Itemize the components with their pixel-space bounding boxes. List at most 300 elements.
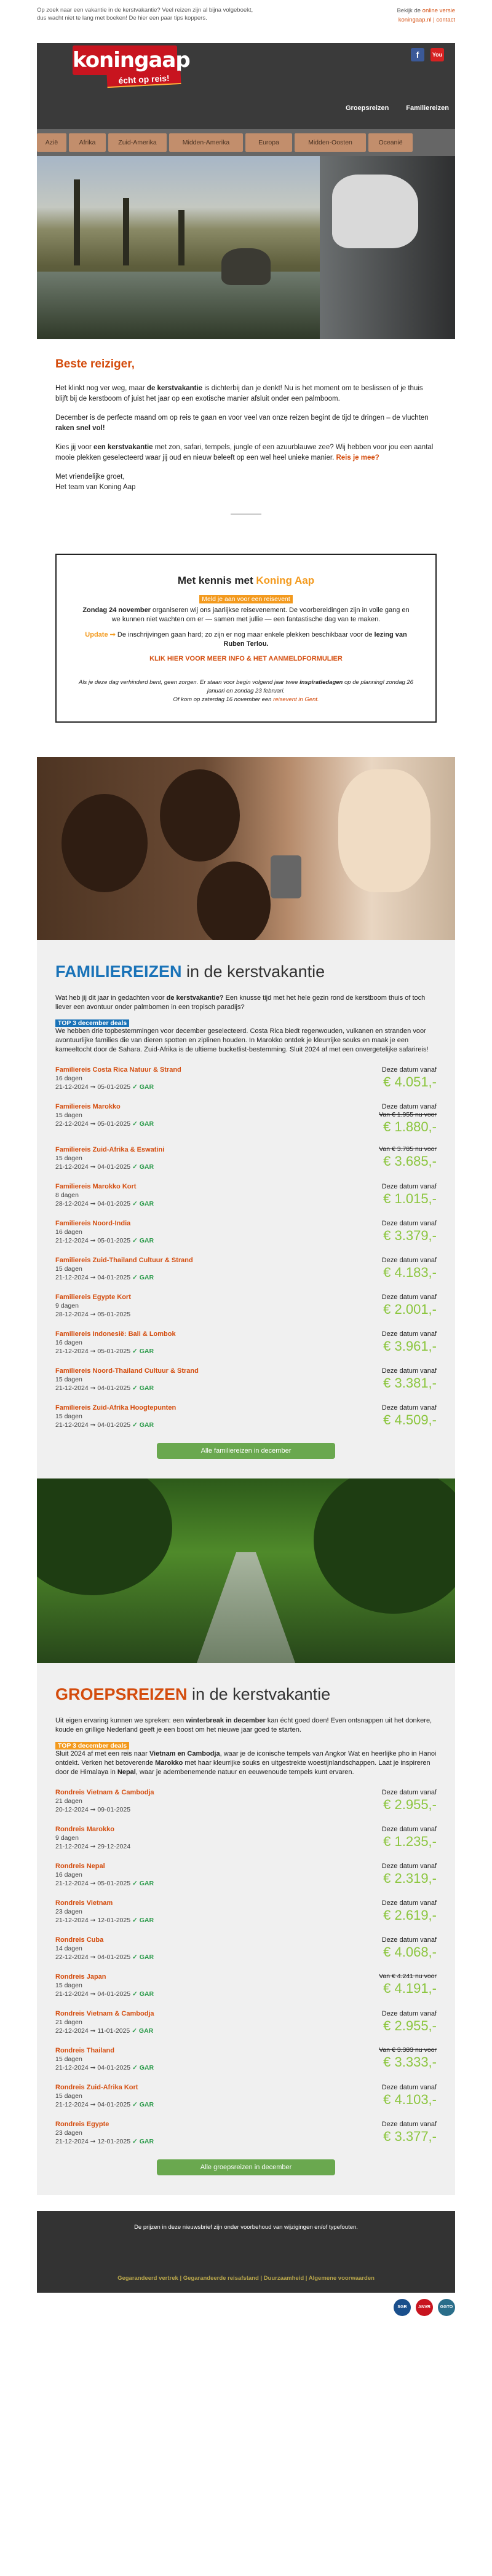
trip-days: 21 dagen: [55, 1797, 82, 1805]
trip-title[interactable]: Rondreis Egypte: [55, 2121, 109, 2128]
trip-info: [55, 2120, 154, 2146]
trip-dates: 21-12-2024 ➞ 04-01-2025: [55, 1990, 131, 1998]
trip-dates: 21-12-2024 ➞ 04-01-2025: [55, 1421, 131, 1429]
text: De inschrijvingen gaan hard; zo zijn er nog maar enkele plekken beschikbaar voor de: [115, 631, 375, 638]
family-deals-badge: TOP 3 december deals: [55, 1019, 129, 1027]
trip-guarantee: ✓ GAR: [132, 1348, 154, 1355]
ggto-badge-icon[interactable]: GGTO: [438, 2299, 455, 2316]
trip-row[interactable]: [55, 1367, 437, 1392]
text: Een knusse tijd met het hele gezin rond de kerstboom thuis of toch liever een avontuur onder palmbomen in een tropisch paradijs?: [55, 994, 426, 1011]
phone-shape: [271, 855, 301, 898]
group-trip-list: [55, 1788, 437, 2146]
trip-row[interactable]: [55, 2120, 437, 2146]
trip-dates: 21-12-2024 ➞ 12-01-2025: [55, 1917, 131, 1924]
trip-dates-line: [55, 2100, 154, 2109]
trip-row[interactable]: [55, 1102, 437, 1134]
trip-dates-line: [55, 1805, 154, 1814]
trip-dates: 21-12-2024 ➞ 12-01-2025: [55, 2138, 131, 2145]
trip-pricing: [382, 2083, 437, 2109]
trip-row[interactable]: [55, 1066, 437, 1091]
social-icons: [411, 48, 444, 61]
text: Uit eigen ervaring kunnen we spreken: een: [55, 1717, 186, 1724]
trip-pricing: [379, 1973, 437, 1998]
trip-price-label: Deze datum vanaf: [381, 1826, 437, 1833]
nav-midden-oosten[interactable]: Midden-Oosten: [295, 133, 366, 152]
bold-text: Vietnam en Cambodja: [149, 1750, 220, 1757]
trip-dates-line: [55, 1120, 154, 1128]
trip-dates-line: [55, 2064, 154, 2072]
trip-row[interactable]: [55, 1182, 437, 1208]
trip-price: € 1.015,-: [383, 1191, 437, 1206]
trip-info: [55, 1862, 154, 1888]
elephant-shape: [221, 248, 271, 285]
trip-info: [55, 1404, 176, 1429]
trip-dates: 21-12-2024 ➞ 04-01-2025: [55, 2064, 131, 2071]
trip-dates-line: [55, 1200, 154, 1208]
trip-guarantee: ✓ GAR: [132, 1954, 154, 1961]
logo-tagline: écht op reis!: [107, 71, 181, 88]
trip-dates: 21-12-2024 ➞ 04-01-2025: [55, 2101, 131, 2108]
trip-guarantee: ✓ GAR: [132, 1083, 154, 1091]
anvr-badge-icon[interactable]: ANVR: [416, 2299, 433, 2316]
bold-text: raken snel vol!: [55, 425, 105, 432]
trip-days: 15 dagen: [55, 1982, 82, 1989]
text: Met kennis met: [177, 575, 256, 586]
trip-row[interactable]: [55, 1899, 437, 1925]
email-body: [37, 43, 455, 2293]
trip-dates-line: [55, 1916, 154, 1925]
trip-dates: 21-12-2024 ➞ 04-01-2025: [55, 1274, 131, 1281]
trip-days: 23 dagen: [55, 1908, 82, 1915]
title-rest: in de kerstvakantie: [181, 962, 325, 981]
bold-text: lezing van Ruben Terlou.: [223, 631, 407, 648]
trip-info: [55, 1973, 154, 1998]
family-title: [55, 962, 437, 981]
all-family-trips-button[interactable]: Alle familiereizen in december: [157, 1443, 335, 1459]
preheader-text: Op zoek naar een vakantie in de kerstvakantie? Veel reizen zijn al bijna volgeboekt, dus wacht niet te lang met boeken! De hier een paar tips koppers.: [37, 7, 253, 22]
trip-dates-line: [55, 1384, 199, 1392]
trip-row[interactable]: [55, 1145, 437, 1171]
text: is dichterbij dan je denkt! Nu is het moment om te beslissen of je thuis blijft bij de kerstboom of juist het jaar op een exotische manier afsluit onder een palmboom.: [55, 385, 423, 402]
event-small-print: [79, 678, 413, 704]
text: kan écht goed doen! Even ontsnappen uit het donkere, koude en grillige Nederland geeft je een boost om het nieuwe jaar goed te starten.: [55, 1717, 432, 1734]
trip-guarantee: ✓ GAR: [132, 1237, 154, 1244]
text: Het klinkt nog ver weg, maar: [55, 385, 147, 392]
nav-azie[interactable]: Azië: [37, 133, 66, 152]
trip-price-label: Deze datum vanaf: [381, 1330, 437, 1338]
trip-row[interactable]: [55, 1219, 437, 1245]
trip-old-price: Van € 1.955 nu voor: [379, 1111, 437, 1118]
trip-title[interactable]: Rondreis Cuba: [55, 1936, 104, 1944]
trip-title[interactable]: Familiereis Indonesië: Bali & Lombok: [55, 1330, 176, 1338]
browser-text: Bekijk de: [397, 7, 423, 14]
preheader-bar: [37, 0, 455, 43]
trip-pricing: [379, 2046, 437, 2072]
trip-info: [55, 2009, 154, 2035]
trip-info: [55, 1256, 193, 1282]
event-signup-link[interactable]: KLIK HIER VOOR MEER INFO & HET AANMELDFORMULIER: [149, 655, 343, 662]
trip-price-label: Deze datum vanaf: [381, 2084, 437, 2091]
trip-price-label: Deze datum vanaf: [381, 1220, 437, 1227]
event-box: [55, 554, 437, 723]
trip-title[interactable]: Rondreis Thailand: [55, 2047, 114, 2054]
text: December is de perfecte maand om op reis te gaan en voor veel van onze reizen begint de tijd te dringen – de vluchten: [55, 414, 429, 422]
trip-days: 16 dagen: [55, 1228, 82, 1236]
title-highlight: FAMILIEREIZEN: [55, 962, 182, 981]
preheader-right: [397, 6, 455, 43]
all-group-trips-button[interactable]: Alle groepsreizen in december: [157, 2159, 335, 2175]
footer: [37, 2211, 455, 2293]
child-face-shape: [62, 794, 148, 892]
trip-row[interactable]: [55, 1293, 437, 1319]
trip-price-label: Deze datum vanaf: [381, 1863, 437, 1870]
trip-price-label: Deze datum vanaf: [381, 1066, 437, 1074]
event-paragraph-1: [79, 606, 413, 624]
trip-guarantee: ✓ GAR: [132, 2064, 154, 2071]
header-link-familiereizen[interactable]: Familiereizen: [406, 104, 449, 112]
foliage-shape: [314, 1478, 455, 1614]
trip-days: 8 dagen: [55, 1192, 79, 1199]
title-highlight: GROEPSREIZEN: [55, 1685, 188, 1703]
trip-title[interactable]: Rondreis Vietnam & Cambodja: [55, 2010, 154, 2017]
header-links: [346, 104, 449, 112]
membership-badges: [37, 2293, 455, 2323]
trip-days: 14 dagen: [55, 1945, 82, 1952]
trip-guarantee: ✓ GAR: [132, 1384, 154, 1392]
trip-price: € 4.191,-: [383, 1981, 437, 1996]
trip-guarantee: ✓ GAR: [132, 1163, 154, 1171]
nav-afrika[interactable]: Afrika: [69, 133, 106, 152]
intro-section: [55, 339, 437, 493]
trip-dates-line: [55, 2137, 154, 2146]
trip-title[interactable]: Familiereis Zuid-Afrika Hoogtepunten: [55, 1404, 177, 1412]
trip-days: 23 dagen: [55, 2129, 82, 2137]
trip-price-label: Deze datum vanaf: [381, 1404, 437, 1412]
trip-days: 15 dagen: [55, 1155, 82, 1162]
trip-price: € 4.183,-: [383, 1265, 437, 1280]
text: Als je deze dag verhinderd bent, geen zorgen. Er staan voor begin volgend jaar twee: [79, 679, 300, 686]
trip-days: 16 dagen: [55, 1075, 82, 1082]
online-version-link[interactable]: online versie: [422, 7, 455, 14]
trip-price: € 3.685,-: [383, 1153, 437, 1169]
trip-row[interactable]: [55, 1862, 437, 1888]
group-title: [55, 1685, 437, 1704]
trip-guarantee: ✓ GAR: [132, 1990, 154, 1998]
trip-guarantee: ✓ GAR: [132, 2027, 154, 2035]
trip-info: [55, 1936, 154, 1961]
trip-pricing: [382, 2120, 437, 2146]
trip-dates: 21-12-2024 ➞ 04-01-2025: [55, 1384, 131, 1392]
trip-dates: 21-12-2024 ➞ 05-01-2025: [55, 1237, 131, 1244]
trip-pricing: [382, 1367, 437, 1392]
bold-text: winterbreak in december: [186, 1717, 266, 1724]
trip-dates-line: [55, 1879, 154, 1888]
trip-title[interactable]: Familiereis Zuid-Thailand Cultuur & Strand: [55, 1257, 193, 1264]
trip-row[interactable]: [55, 1973, 437, 1998]
trip-row[interactable]: [55, 2083, 437, 2109]
trip-price-label: Deze datum vanaf: [381, 1899, 437, 1907]
trip-days: 15 dagen: [55, 2092, 82, 2100]
sgr-badge-icon[interactable]: SGR: [394, 2299, 411, 2316]
trip-price-label: Deze datum vanaf: [381, 1367, 437, 1375]
trip-price-label: Deze datum vanaf: [381, 2010, 437, 2017]
trip-pricing: [382, 1256, 437, 1282]
tree-shape: [123, 198, 129, 265]
trip-pricing: [382, 2009, 437, 2035]
youtube-icon[interactable]: You: [430, 48, 444, 61]
greeting: Beste reiziger,: [55, 358, 135, 371]
foliage-shape: [37, 1478, 172, 1595]
hero-image-jungle-bridge[interactable]: [37, 1478, 455, 1663]
nav-midden-amerika[interactable]: Midden-Amerika: [169, 133, 243, 152]
trip-info: [55, 2083, 154, 2109]
child-face-shape: [197, 862, 271, 940]
trip-dates-line: [55, 1310, 131, 1319]
trip-guarantee: ✓ GAR: [132, 1421, 154, 1429]
nav-zuid-amerika[interactable]: Zuid-Amerika: [108, 133, 167, 152]
bold-text: Marokko: [155, 1759, 183, 1767]
family-paragraph-2: We hebben drie topbestemmingen voor december geselecteerd. Costa Rica biedt regenwouden, vulkanen en stranden voor avontuurlijke families die van dieren spotten en ziplinen houden. In Marokko ontdek je kleurrijke souks en maak je een kameeltocht door de Sahara. Zuid-Afrika is de ultieme bucketlist-bestemming. Sluit 2024 af met een onvergetelijke safarireis!: [55, 1027, 429, 1053]
group-deals-badge: TOP 3 december deals: [55, 1742, 129, 1749]
trip-title[interactable]: Familiereis Egypte Kort: [55, 1294, 131, 1301]
text: , waar je adembenemende natuur en eeuwenoude tempels kunt ervaren.: [135, 1769, 354, 1776]
trip-title[interactable]: Familiereis Costa Rica Natuur & Strand: [55, 1066, 181, 1074]
trip-days: 9 dagen: [55, 1302, 79, 1310]
trip-info: [55, 1367, 199, 1392]
title-rest: in de kerstvakantie: [187, 1685, 331, 1703]
trip-price-label: Deze datum vanaf: [381, 2121, 437, 2128]
event-badge: Meld je aan voor een reisevent: [199, 595, 293, 603]
text: Wat heb jij dit jaar in gedachten voor: [55, 994, 167, 1002]
trip-price: € 3.379,-: [383, 1228, 437, 1243]
trip-title[interactable]: Familiereis Marokko: [55, 1103, 121, 1110]
trip-pricing: [382, 1862, 437, 1888]
trip-info: [55, 1293, 131, 1319]
cta-text[interactable]: Reis je mee?: [336, 454, 379, 461]
trip-days: 21 dagen: [55, 2019, 82, 2026]
trip-title[interactable]: Rondreis Vietnam & Cambodja: [55, 1789, 154, 1796]
trip-price-label: Deze datum vanaf: [381, 1257, 437, 1264]
event-title: [79, 575, 413, 587]
trip-dates-line: [55, 1083, 181, 1091]
trip-price-label: Deze datum vanaf: [381, 1103, 437, 1110]
text: op de planning! zondag 26 januari en zondag 23 februari.: [207, 679, 413, 694]
trip-price-label: Deze datum vanaf: [381, 1183, 437, 1190]
man-face-shape: [338, 769, 430, 892]
trip-price: € 4.103,-: [383, 2092, 437, 2107]
trip-price: € 4.068,-: [383, 1944, 437, 1960]
trip-pricing: [379, 1102, 437, 1134]
trip-row[interactable]: [55, 1788, 437, 1814]
nav-oceanie[interactable]: Oceanië: [368, 133, 413, 152]
trip-days: 15 dagen: [55, 1112, 82, 1119]
trip-guarantee: ✓ GAR: [132, 1120, 154, 1128]
bold-text: een kerstvakantie: [93, 444, 153, 451]
brand-text: Koning Aap: [256, 575, 315, 586]
trip-row[interactable]: [55, 1404, 437, 1429]
trip-days: 9 dagen: [55, 1834, 79, 1842]
bold-text: inspiratiedagen: [300, 679, 343, 686]
trip-pricing: [382, 1788, 437, 1814]
trip-days: 16 dagen: [55, 1339, 82, 1346]
nav-europa[interactable]: Europa: [245, 133, 292, 152]
trip-dates: 22-12-2024 ➞ 11-01-2025: [55, 2027, 130, 2035]
trip-dates-line: [55, 1236, 154, 1245]
trip-title[interactable]: Rondreis Nepal: [55, 1863, 105, 1870]
trip-price: € 2.319,-: [383, 1871, 437, 1886]
trip-info: [55, 1899, 154, 1925]
logo-name: koningaap: [73, 45, 177, 75]
text: Kies jij voor: [55, 444, 93, 451]
trip-title[interactable]: Rondreis Japan: [55, 1973, 106, 1981]
trip-old-price: Van € 3.383 nu voor: [379, 2046, 437, 2054]
trip-pricing: [379, 1145, 437, 1171]
trip-title[interactable]: Rondreis Marokko: [55, 1826, 114, 1833]
footer-disclaimer: De prijzen in deze nieuwsbrief zijn onder voorbehoud van wijzigingen en/of typefouten.: [134, 2224, 358, 2231]
text: met haar kleurrijke souks en uitgestrekte woestijnlandschappen. Laat je inspireren door de Himalaya in: [55, 1759, 430, 1776]
child-face-shape: [160, 769, 240, 862]
trip-dates-line: [55, 1421, 176, 1429]
photographer-shape: [332, 175, 418, 248]
trip-info: [55, 1182, 154, 1208]
trip-info: [55, 1219, 154, 1245]
trip-title[interactable]: Familiereis Noord-Thailand Cultuur & Strand: [55, 1367, 199, 1375]
trip-title[interactable]: Familiereis Zuid-Afrika & Eswatini: [55, 1146, 165, 1153]
trip-pricing: [382, 1066, 437, 1091]
trip-price: € 3.381,-: [383, 1375, 437, 1391]
trip-old-price: Van € 3.785 nu voor: [379, 1145, 437, 1153]
trip-guarantee: ✓ GAR: [132, 2101, 154, 2108]
trip-days: 15 dagen: [55, 2056, 82, 2063]
intro-paragraph-2: [55, 413, 437, 434]
site-links[interactable]: koningaap.nl | contact: [398, 17, 455, 23]
trip-price-label: Deze datum vanaf: [381, 1936, 437, 1944]
trip-pricing: [382, 1825, 437, 1851]
trip-dates-line: [55, 1842, 130, 1851]
trip-pricing: [382, 1899, 437, 1925]
trip-row[interactable]: [55, 1825, 437, 1851]
sign-line-2: Het team van Koning Aap: [55, 484, 136, 491]
header-link-groepsreizen[interactable]: Groepsreizen: [345, 104, 389, 112]
trip-dates-line: [55, 1990, 154, 1998]
trip-pricing: [382, 1182, 437, 1208]
trip-guarantee: ✓ GAR: [132, 1880, 154, 1887]
trip-dates: 22-12-2024 ➞ 04-01-2025: [55, 1954, 131, 1961]
browser-line: [397, 6, 455, 15]
trip-dates: 21-12-2024 ➞ 05-01-2025: [55, 1083, 131, 1091]
trip-old-price: Van € 4.241 nu voor: [379, 1973, 437, 1980]
trip-row[interactable]: [55, 2046, 437, 2072]
trip-days: 15 dagen: [55, 1413, 82, 1420]
tree-shape: [178, 210, 184, 265]
bold-text: Zondag 24 november: [82, 607, 151, 614]
trip-days: 16 dagen: [55, 1871, 82, 1879]
trip-row[interactable]: [55, 1256, 437, 1282]
header: [37, 43, 455, 129]
hero-image-safari[interactable]: [37, 156, 455, 339]
trip-guarantee: ✓ GAR: [132, 1917, 154, 1924]
trip-title[interactable]: Rondreis Vietnam: [55, 1899, 113, 1907]
trip-dates: 22-12-2024 ➞ 05-01-2025: [55, 1120, 131, 1128]
trip-title[interactable]: Rondreis Zuid-Afrika Kort: [55, 2084, 138, 2091]
update-label: Update ➞: [85, 631, 116, 638]
trip-info: [55, 1788, 154, 1814]
family-paragraph-1: [55, 994, 437, 1012]
trip-row[interactable]: [55, 2009, 437, 2035]
trip-pricing: [382, 1293, 437, 1319]
trip-dates: 28-12-2024 ➞ 05-01-2025: [55, 1311, 131, 1318]
trip-price: € 2.619,-: [383, 1907, 437, 1923]
trip-info: [55, 1330, 176, 1356]
intro-paragraph-3: [55, 442, 437, 463]
trip-title[interactable]: Familiereis Noord-India: [55, 1220, 131, 1227]
trip-price: € 2.955,-: [383, 1797, 437, 1812]
text: Sluit 2024 af met een reis naar: [55, 1750, 149, 1757]
trip-price: € 3.377,-: [383, 2129, 437, 2144]
destination-nav: [37, 129, 455, 156]
group-paragraph-1: [55, 1716, 437, 1735]
koning-aap-logo[interactable]: [73, 45, 190, 88]
trip-dates-line: [55, 2027, 154, 2035]
text: organiseren wij ons jaarlijkse reisevenement. De voorbereidingen zijn in volle gang en we kunnen niet wachten om er — samen met jullie — een fantastische dag van te maken.: [111, 607, 410, 623]
trip-price: € 4.509,-: [383, 1412, 437, 1427]
hero-image-family[interactable]: [37, 757, 455, 940]
trip-row[interactable]: [55, 1330, 437, 1356]
trip-dates-line: [55, 1953, 154, 1961]
text: , waar je de iconische tempels van Angkor Wat en heerlijke pho in Hanoi ontdekt. Verken het betoverende: [55, 1750, 437, 1767]
trip-dates: 20-12-2024 ➞ 09-01-2025: [55, 1806, 131, 1813]
family-trip-list: [55, 1066, 437, 1429]
trip-dates-line: [55, 1347, 176, 1356]
trip-dates: 21-12-2024 ➞ 05-01-2025: [55, 1348, 131, 1355]
footer-links[interactable]: Gegarandeerd vertrek | Gegarandeerde reisafstand | Duurzaamheid | Algemene voorwaarden: [117, 2275, 375, 2282]
trip-price: € 3.961,-: [383, 1338, 437, 1354]
trip-pricing: [382, 1330, 437, 1356]
bold-text: Nepal: [117, 1769, 136, 1776]
trip-price-label: Deze datum vanaf: [381, 1294, 437, 1301]
trip-title[interactable]: Familiereis Marokko Kort: [55, 1183, 137, 1190]
trip-dates: 21-12-2024 ➞ 29-12-2024: [55, 1843, 131, 1850]
trip-days: 15 dagen: [55, 1376, 82, 1383]
sign-line-1: Met vriendelijke groet,: [55, 473, 125, 481]
trip-guarantee: ✓ GAR: [132, 2138, 154, 2145]
bold-text: de kerstvakantie: [146, 385, 203, 392]
gent-event-link[interactable]: reisevent in Gent.: [273, 696, 319, 703]
trip-pricing: [382, 1219, 437, 1245]
trip-price: € 2.001,-: [383, 1302, 437, 1317]
trip-dates: 21-12-2024 ➞ 05-01-2025: [55, 1880, 131, 1887]
group-section: [37, 1663, 455, 2195]
group-paragraph-2: [55, 1749, 437, 1777]
trip-info: [55, 1145, 164, 1171]
event-paragraph-2: [79, 630, 413, 649]
trip-guarantee: ✓ GAR: [132, 1200, 154, 1208]
trip-guarantee: ✓ GAR: [132, 1274, 154, 1281]
trip-dates-line: [55, 1273, 193, 1282]
bridge-shape: [197, 1552, 295, 1663]
trip-info: [55, 1825, 130, 1851]
trip-price: € 1.235,-: [383, 1834, 437, 1849]
trip-pricing: [382, 1404, 437, 1429]
trip-days: 15 dagen: [55, 1265, 82, 1273]
trip-row[interactable]: [55, 1936, 437, 1961]
trip-price: € 4.051,-: [383, 1074, 437, 1090]
trip-info: [55, 1066, 181, 1091]
trip-pricing: [382, 1936, 437, 1961]
trip-price: € 1.880,-: [383, 1119, 437, 1134]
facebook-icon[interactable]: f: [411, 48, 424, 61]
trip-price: € 3.333,-: [383, 2054, 437, 2070]
